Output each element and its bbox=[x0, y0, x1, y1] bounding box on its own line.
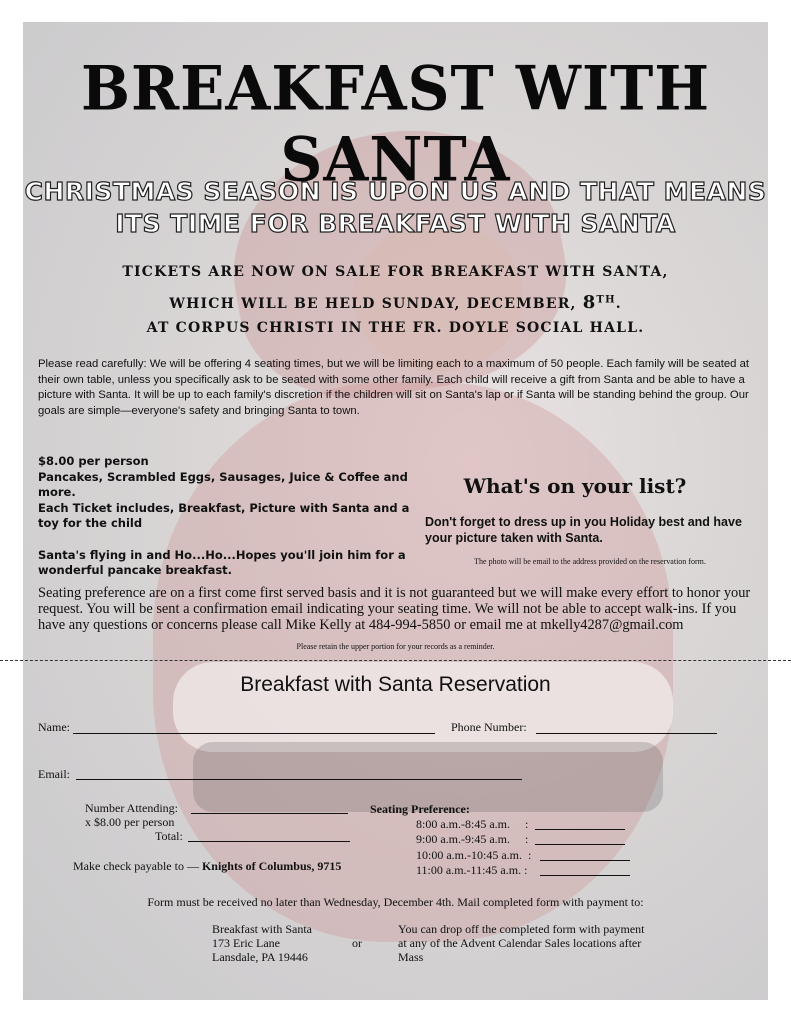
seating-time-3-field[interactable] bbox=[540, 860, 630, 861]
seating-time-1-field[interactable] bbox=[535, 829, 625, 830]
event-details bbox=[38, 454, 418, 579]
subtitle-line-2: ITS TIME FOR BREAKFAST WITH SANTA bbox=[115, 209, 676, 238]
cut-line bbox=[0, 660, 791, 661]
ticket-line-2-end: . bbox=[615, 296, 622, 312]
name-field[interactable] bbox=[73, 733, 435, 734]
dropoff-text: You can drop off the completed form with payment at any of the Advent Calendar Sales locations after Mass bbox=[398, 922, 645, 964]
total-label: Total: bbox=[155, 829, 183, 843]
email-field[interactable] bbox=[76, 779, 522, 780]
subtitle-line-1: CHRISTMAS SEASON IS UPON US AND THAT MEANS bbox=[24, 177, 767, 206]
address-line-2: 173 Eric Lane bbox=[212, 936, 280, 950]
seating-time-4-field[interactable] bbox=[540, 875, 630, 876]
seating-label: Seating Preference: bbox=[370, 802, 470, 816]
name-label: Name: bbox=[38, 720, 70, 734]
reservation-form-title: Breakfast with Santa Reservation bbox=[240, 673, 551, 696]
email-label: Email: bbox=[38, 767, 70, 781]
seating-time-1-label: 8:00 a.m.-8:45 a.m. bbox=[416, 817, 510, 831]
phone-label: Phone Number: bbox=[451, 720, 527, 734]
total-field[interactable] bbox=[188, 841, 350, 842]
ticket-date-suffix: TH bbox=[596, 294, 616, 306]
santa-note: Santa's flying in and Ho...Ho...Hopes you'll join him for a wonderful pancake breakfast. bbox=[38, 547, 406, 577]
phone-field[interactable] bbox=[536, 733, 717, 734]
includes-text: Each Ticket includes, Breakfast, Picture with Santa and a toy for the child bbox=[38, 500, 410, 530]
attending-field[interactable] bbox=[191, 813, 348, 814]
ticket-date-number: 8 bbox=[582, 292, 597, 313]
mailing-address bbox=[212, 922, 352, 964]
seating-time-2-field[interactable] bbox=[535, 844, 625, 845]
seating-policy: Seating preference are on a first come first served basis and it is not guaranteed but we will make every effort to honor your request. You will be sent a confirmation email indicating your seating time. We will not be able to accept walk-ins. If you have any questions or concerns please call Mike Kelly at 484-994-5850 or email me at mkelly4287@gmail.com bbox=[38, 585, 751, 633]
price-per-person-label: x $8.00 per person bbox=[85, 815, 175, 829]
address-line-3: Lansdale, PA 19446 bbox=[212, 950, 308, 964]
intro-paragraph: Please read carefully: We will be offering 4 seating times, but we will be limiting each to a maximum of 50 people. Each family will be seated at their own table, unless you specifically ask to be seated with some other family. Each child will receive a gift from Santa and be able to have a picture with Santa. It will be up to each family's discretion if the children will sit on Santa's lap or if Santa will be standing behind the group. Our goals are simple—everyone's safety and bringing Santa to town. bbox=[38, 358, 750, 417]
address-line-1: Breakfast with Santa bbox=[212, 922, 312, 936]
dress-up-note: Don't forget to dress up in you Holiday best and have your picture taken with Santa. bbox=[425, 515, 742, 545]
check-payee: Knights of Columbus, 9715 bbox=[201, 859, 342, 873]
check-label: Make check payable to — bbox=[73, 859, 202, 873]
seating-time-3: 10:00 a.m.-10:45 a.m. : bbox=[416, 848, 532, 862]
flyer-title: BREAKFAST WITH SANTA bbox=[80, 52, 711, 196]
seating-time-3-label: 10:00 a.m.-10:45 a.m. bbox=[416, 848, 522, 862]
retain-note: Please retain the upper portion for your records as a reminder. bbox=[296, 642, 495, 651]
seating-time-2-label: 9:00 a.m.-9:45 a.m. bbox=[416, 832, 510, 846]
seating-time-1: 8:00 a.m.-8:45 a.m. : bbox=[416, 817, 529, 831]
attending-label: Number Attending: bbox=[85, 801, 178, 815]
ticket-line-3: AT CORPUS CHRISTI IN THE FR. DOYLE SOCIAL HALL. bbox=[146, 320, 645, 336]
wish-list-heading: What's on your list? bbox=[463, 474, 687, 498]
check-payable bbox=[73, 859, 341, 874]
flyer-subtitle bbox=[23, 176, 768, 240]
seating-time-4-label: 11:00 a.m.-11:45 a.m. bbox=[416, 863, 522, 877]
or-text: or bbox=[352, 936, 362, 950]
price-text: $8.00 per person bbox=[38, 454, 149, 468]
deadline-text: Form must be received no later than Wednesday, December 4th. Mail completed form with payment to: bbox=[147, 895, 644, 909]
seating-time-4: 11:00 a.m.-11:45 a.m. : bbox=[416, 863, 528, 877]
ticket-line-2-text: WHICH WILL BE HELD SUNDAY, DECEMBER, bbox=[169, 296, 583, 312]
menu-text: Pancakes, Scrambled Eggs, Sausages, Juice & Coffee and more. bbox=[38, 469, 408, 499]
ticket-line-1: TICKETS ARE NOW ON SALE FOR BREAKFAST WITH SANTA, bbox=[122, 264, 669, 280]
seating-time-2: 9:00 a.m.-9:45 a.m. : bbox=[416, 832, 529, 846]
photo-email-note: The photo will be email to the address provided on the reservation form. bbox=[474, 557, 706, 566]
ticket-line-2 bbox=[23, 292, 768, 313]
